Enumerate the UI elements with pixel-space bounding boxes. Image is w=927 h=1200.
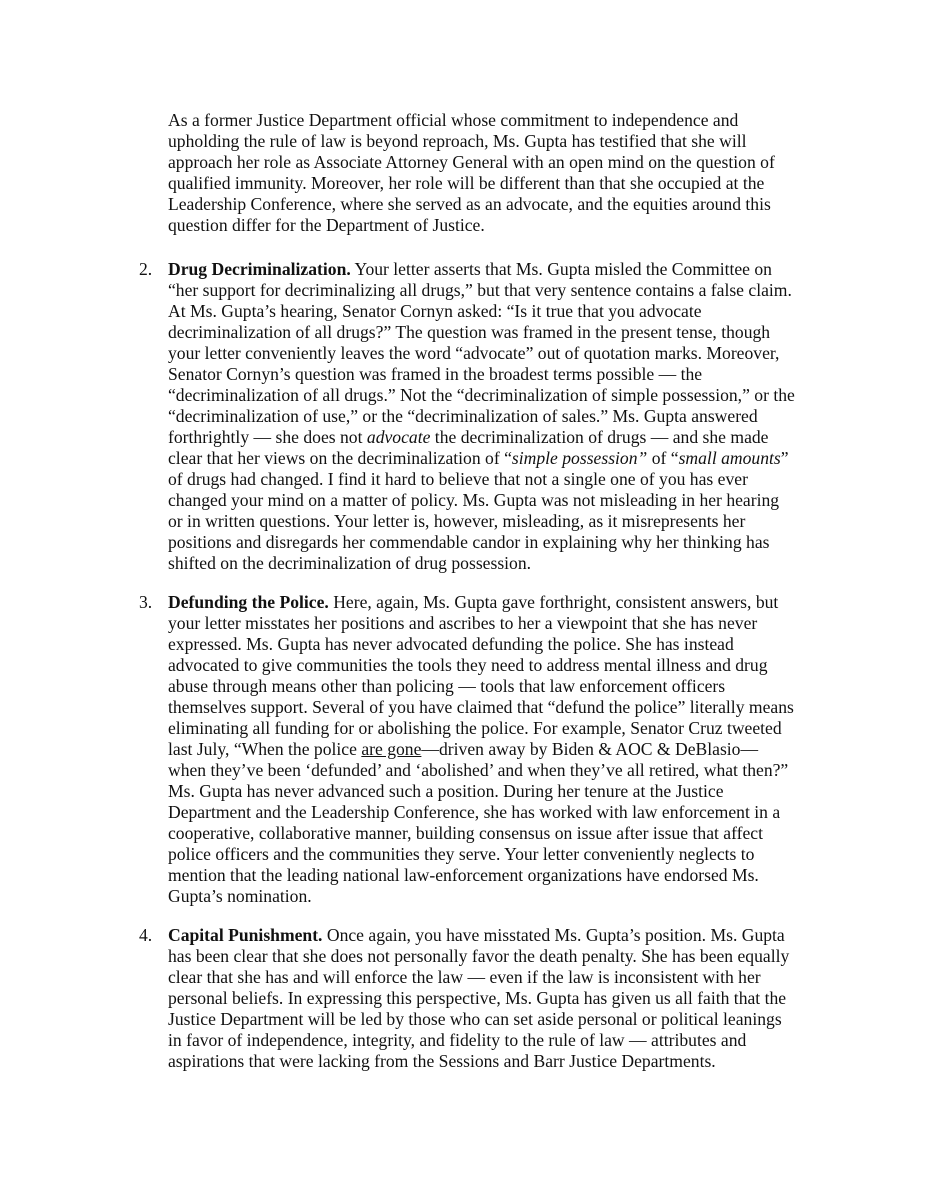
body-text: clear that her views on the decriminalization of “ bbox=[168, 448, 512, 468]
body-text: —driven away by Biden & AOC & DeBlasio— bbox=[421, 739, 759, 759]
item-line bbox=[168, 988, 786, 1009]
item-line bbox=[168, 718, 782, 739]
item-line bbox=[168, 655, 768, 676]
body-text: clear that she has and will enforce the law — even if the law is inconsistent with her bbox=[168, 967, 761, 987]
item-line bbox=[168, 844, 754, 865]
intro-line: qualified immunity. Moreover, her role will be different than that she occupied at the bbox=[168, 173, 765, 193]
body-text: Senator Cornyn’s question was framed in the broadest terms possible — the bbox=[168, 364, 703, 384]
item-line bbox=[168, 385, 795, 406]
item-line bbox=[168, 364, 702, 385]
item-number: 4. bbox=[139, 925, 153, 945]
item-line bbox=[168, 781, 724, 802]
item-line bbox=[168, 1009, 782, 1030]
item-line bbox=[168, 739, 758, 760]
item-line bbox=[168, 406, 758, 427]
body-text: “her support for decriminalizing all drugs,” but that very sentence contains a false claim. bbox=[168, 280, 792, 300]
item-line bbox=[168, 760, 788, 781]
intro-line: approach her role as Associate Attorney General with an open mind on the question of bbox=[168, 152, 775, 172]
intro-line: upholding the rule of law is beyond reproach, Ms. Gupta has testified that she will bbox=[168, 131, 747, 151]
body-text: Justice Department will be led by those who can set aside personal or political leanings bbox=[168, 1009, 782, 1029]
item-line bbox=[168, 532, 769, 553]
body-text: themselves support. Several of you have claimed that “defund the police” literally means bbox=[168, 697, 794, 717]
body-text: Ms. Gupta has never advanced such a position. During her tenure at the Justice bbox=[168, 781, 724, 801]
body-text: advocated to give communities the tools they need to address mental illness and drug bbox=[168, 655, 768, 675]
item-line bbox=[168, 865, 759, 886]
body-text: when they’ve been ‘defunded’ and ‘abolished’ and when they’ve all retired, what then?” bbox=[168, 760, 789, 780]
item-line bbox=[168, 1030, 746, 1051]
body-text: positions and disregards her commendable candor in explaining why her thinking has bbox=[168, 532, 770, 552]
italic-text: advocate bbox=[366, 427, 431, 447]
body-text: Once again, you have misstated Ms. Gupta’s position. Ms. Gupta bbox=[322, 925, 785, 945]
item-line bbox=[168, 343, 779, 364]
item-heading: Capital Punishment. bbox=[168, 925, 323, 945]
body-text: ” bbox=[780, 448, 789, 468]
body-text: eliminating all funding for or abolishing the police. For example, Senator Cruz tweeted bbox=[168, 718, 782, 738]
item-number: 2. bbox=[139, 259, 153, 279]
intro-line: Leadership Conference, where she served as an advocate, and the equities around this bbox=[168, 194, 771, 214]
body-text: shifted on the decriminalization of drug possession. bbox=[168, 553, 532, 573]
item-line bbox=[168, 448, 789, 469]
body-text: forthrightly — she does not bbox=[168, 427, 367, 447]
item-line bbox=[168, 592, 778, 613]
body-text: expressed. Ms. Gupta has never advocated defunding the police. She has instead bbox=[168, 634, 734, 654]
item-line bbox=[168, 469, 748, 490]
body-text: abuse through means other than policing — tools that law enforcement officers bbox=[168, 676, 726, 696]
body-text: changed your mind on a matter of policy. Ms. Gupta was not misleading in her hearing bbox=[168, 490, 780, 510]
body-text: Gupta’s nomination. bbox=[168, 886, 312, 906]
body-text: last July, “When the police bbox=[168, 739, 362, 759]
body-text: your letter misstates her positions and ascribes to her a viewpoint that she has never bbox=[168, 613, 758, 633]
body-text: At Ms. Gupta’s hearing, Senator Cornyn asked: “Is it true that you advocate bbox=[168, 301, 702, 321]
body-text: personal beliefs. In expressing this perspective, Ms. Gupta has given us all faith that the bbox=[168, 988, 787, 1008]
item-line bbox=[168, 925, 785, 946]
item-line bbox=[168, 490, 779, 511]
body-text: or in written questions. Your letter is, however, misleading, as it misrepresents her bbox=[168, 511, 746, 531]
body-text: aspirations that were lacking from the Sessions and Barr Justice Departments. bbox=[168, 1051, 716, 1071]
body-text: in favor of independence, integrity, and fidelity to the rule of law — attributes and bbox=[168, 1030, 747, 1050]
body-text: Your letter asserts that Ms. Gupta misled the Committee on bbox=[350, 259, 772, 279]
item-line bbox=[168, 322, 770, 343]
item-line bbox=[168, 553, 531, 574]
body-text: “decriminalization of use,” or the “decriminalization of sales.” Ms. Gupta answered bbox=[168, 406, 758, 426]
item-line bbox=[168, 967, 761, 988]
body-text: cooperative, collaborative manner, building consensus on issue after issue that affect bbox=[168, 823, 764, 843]
body-text: of “ bbox=[647, 448, 679, 468]
item-line bbox=[168, 946, 789, 967]
item-number: 3. bbox=[139, 592, 153, 612]
underlined-text: are gone bbox=[361, 739, 422, 759]
item-line bbox=[168, 676, 725, 697]
body-text: police officers and the communities they serve. Your letter conveniently neglects to bbox=[168, 844, 755, 864]
item-line bbox=[168, 511, 745, 532]
italic-text: small amounts bbox=[678, 448, 781, 468]
item-heading: Defunding the Police. bbox=[168, 592, 329, 612]
italic-text: simple possession” bbox=[511, 448, 648, 468]
body-text: Department and the Leadership Conference, she has worked with law enforcement in a bbox=[168, 802, 781, 822]
item-line bbox=[168, 697, 794, 718]
item-line bbox=[168, 613, 757, 634]
body-text: decriminalization of all drugs?” The question was framed in the present tense, though bbox=[168, 322, 771, 342]
intro-line: As a former Justice Department official whose commitment to independence and bbox=[168, 110, 739, 130]
item-heading: Drug Decriminalization. bbox=[168, 259, 351, 279]
body-text: Here, again, Ms. Gupta gave forthright, consistent answers, but bbox=[328, 592, 779, 612]
body-text: the decriminalization of drugs — and she made bbox=[430, 427, 769, 447]
item-line bbox=[168, 802, 780, 823]
item-line bbox=[168, 823, 763, 844]
item-line bbox=[168, 301, 702, 322]
item-line bbox=[168, 886, 312, 907]
item-line bbox=[168, 427, 769, 448]
body-text: mention that the leading national law-enforcement organizations have endorsed Ms. bbox=[168, 865, 759, 885]
item-line bbox=[168, 1051, 716, 1072]
intro-line: question differ for the Department of Justice. bbox=[168, 215, 485, 235]
item-line bbox=[168, 259, 772, 280]
body-text: has been clear that she does not personally favor the death penalty. She has been equally bbox=[168, 946, 790, 966]
item-line bbox=[168, 634, 734, 655]
body-text: your letter conveniently leaves the word “advocate” out of quotation marks. Moreover, bbox=[168, 343, 780, 363]
body-text: “decriminalization of all drugs.” Not the “decriminalization of simple possession,” or the bbox=[168, 385, 795, 405]
item-line bbox=[168, 280, 792, 301]
body-text: of drugs had changed. I find it hard to believe that not a single one of you has ever bbox=[168, 469, 748, 489]
